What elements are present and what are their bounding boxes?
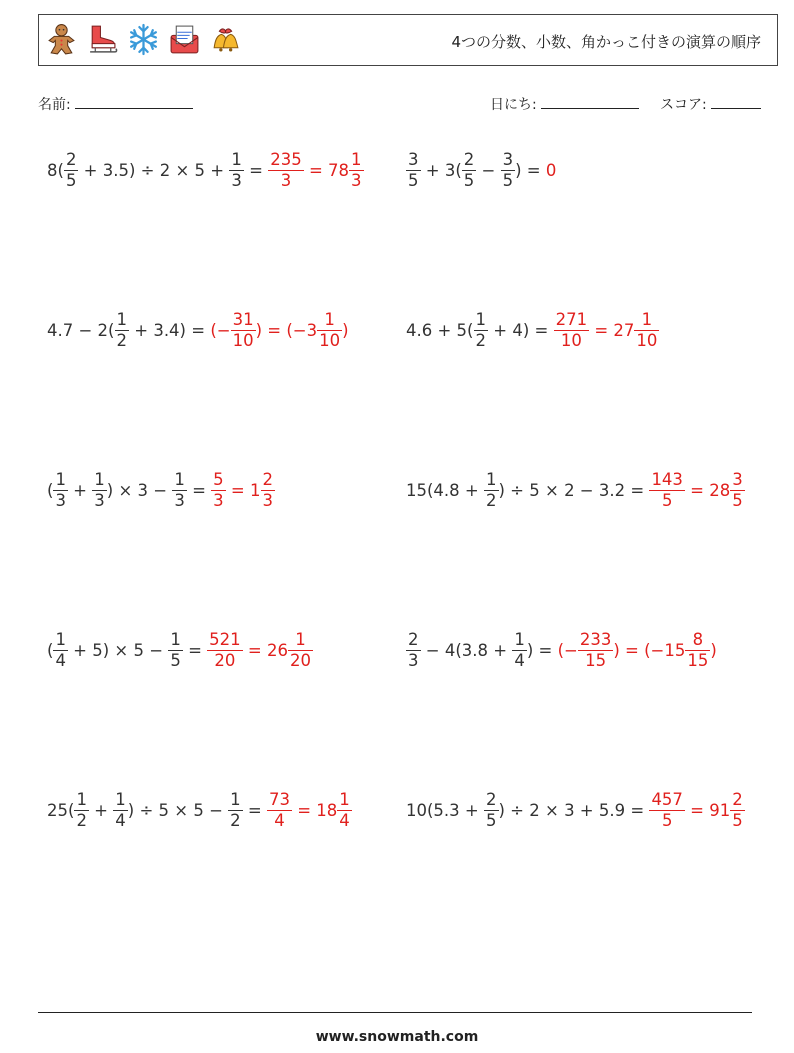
question-fraction: [475, 311, 488, 349]
question-fraction: [513, 631, 526, 669]
question-fraction: [230, 151, 243, 189]
numerator: 1: [230, 790, 241, 810]
question-text: + 3(: [420, 160, 462, 180]
denominator: 2: [486, 490, 497, 510]
question-text: ) =: [515, 160, 546, 180]
denominator: 2: [475, 330, 486, 350]
date-blank[interactable]: [541, 94, 639, 109]
numerator: 1: [486, 470, 497, 490]
numerator: 271: [555, 310, 588, 330]
question-text: + 5) × 5 −: [67, 640, 169, 660]
problem-7: [47, 620, 313, 680]
question-fraction: [407, 631, 420, 669]
denominator: 3: [174, 490, 185, 510]
question-text: =: [182, 640, 208, 660]
score-label: スコア:: [660, 97, 707, 113]
numerator: 2: [262, 470, 273, 490]
answer-text: 0: [545, 160, 557, 180]
denominator: 4: [115, 810, 126, 830]
denominator: 20: [207, 650, 243, 669]
problem-answer: [268, 151, 363, 189]
denominator: 2: [76, 810, 87, 830]
question-fraction: [407, 151, 420, 189]
answer-text: = 91: [684, 800, 731, 820]
denominator: 3: [268, 170, 304, 189]
numerator: 2: [732, 790, 743, 810]
problem-answer: [649, 791, 744, 829]
question-text: ) ÷ 5 × 5 −: [127, 800, 229, 820]
answer-fraction: [579, 631, 613, 669]
question-text: =: [186, 480, 212, 500]
footer-url: www.snowmath.com: [315, 1029, 479, 1045]
answer-fraction: [269, 151, 303, 189]
denominator: 5: [408, 170, 419, 190]
numerator: 1: [76, 790, 87, 810]
problem-answer: [207, 631, 313, 669]
problem-3: [47, 300, 349, 360]
problem-question: [406, 471, 649, 509]
question-fraction: [485, 471, 498, 509]
question-text: −: [476, 160, 501, 180]
question-fraction: [173, 471, 186, 509]
denominator: 3: [213, 490, 224, 510]
denominator: 10: [319, 330, 341, 350]
question-text: ) ÷ 5 × 2 − 3.2 =: [498, 480, 650, 500]
denominator: 5: [502, 170, 514, 190]
denominator: 5: [170, 650, 181, 670]
question-fraction: [54, 471, 67, 509]
answer-text: = 1: [225, 480, 261, 500]
problem-answer: [211, 471, 275, 509]
denominator: 3: [408, 650, 419, 670]
numerator: 233: [579, 630, 612, 650]
denominator: 4: [339, 810, 350, 830]
question-fraction: [169, 631, 182, 669]
problem-4: [406, 300, 659, 360]
snowflake-icon: [127, 23, 160, 56]
numerator: 1: [115, 790, 126, 810]
answer-fraction: [731, 791, 744, 829]
answer-fraction: [635, 311, 658, 349]
denominator: 4: [267, 810, 292, 829]
question-text: (: [47, 480, 54, 500]
numerator: 1: [324, 310, 335, 330]
problem-9: [47, 780, 352, 840]
answer-fraction: [262, 471, 275, 509]
answer-fraction: [686, 631, 709, 669]
denominator: 2: [116, 330, 127, 350]
header-icons: [45, 23, 242, 56]
numerator: 1: [475, 310, 486, 330]
answer-text: (−: [557, 640, 578, 660]
question-text: 8(: [47, 160, 64, 180]
denominator: 20: [289, 650, 311, 670]
numerator: 3: [502, 150, 514, 170]
problem-answer: [554, 311, 660, 349]
denominator: 2: [230, 810, 241, 830]
question-text: + 3.4) =: [129, 320, 211, 340]
name-label: 名前:: [38, 97, 71, 113]
answer-text: = 78: [303, 160, 350, 180]
question-text: + 3.5) ÷ 2 × 5 +: [78, 160, 230, 180]
denominator: 4: [514, 650, 525, 670]
answer-text: ): [342, 320, 349, 340]
answer-text: = 18: [291, 800, 338, 820]
answer-text: = 27: [589, 320, 635, 340]
numerator: 3: [408, 150, 419, 170]
denominator: 3: [262, 490, 273, 510]
numerator: 1: [295, 630, 306, 650]
worksheet-header: [38, 14, 778, 66]
answer-fraction: [650, 471, 684, 509]
numerator: 1: [231, 150, 242, 170]
denominator: 3: [231, 170, 242, 190]
problem-question: [47, 311, 210, 349]
score-blank[interactable]: [711, 94, 761, 109]
denominator: 5: [649, 490, 685, 509]
question-fraction: [114, 791, 127, 829]
numerator: 1: [641, 310, 653, 330]
answer-fraction: [650, 791, 684, 829]
answer-text: ) = (−15: [613, 640, 686, 660]
numerator: 143: [651, 470, 683, 490]
numerator: 1: [514, 630, 525, 650]
problem-answer: [649, 471, 744, 509]
answer-text: ): [710, 640, 717, 660]
denominator: 3: [55, 490, 66, 510]
problem-question: [47, 631, 207, 669]
answer-fraction: [350, 151, 363, 189]
question-text: +: [88, 800, 114, 820]
denominator: 10: [554, 330, 590, 349]
problem-question: [47, 791, 267, 829]
numerator: 2: [486, 790, 497, 810]
problem-question: [406, 631, 558, 669]
numerator: 1: [174, 470, 185, 490]
denominator: 4: [55, 650, 66, 670]
gingerbread-man-icon: [45, 23, 78, 56]
numerator: 1: [55, 470, 66, 490]
question-fraction: [463, 151, 476, 189]
worksheet-title: 4つの分数、小数、角かっこ付きの演算の順序: [451, 33, 761, 51]
numerator: 5: [213, 470, 224, 490]
numerator: 1: [116, 310, 127, 330]
denominator: 5: [649, 810, 685, 829]
problem-answer: [210, 311, 348, 349]
problem-10: [406, 780, 745, 840]
problem-2: [406, 140, 556, 200]
question-text: +: [67, 480, 93, 500]
date-field[interactable]: [490, 94, 639, 114]
numerator: 1: [55, 630, 66, 650]
numerator: 73: [268, 790, 290, 810]
problem-question: [47, 151, 268, 189]
numerator: 8: [692, 630, 704, 650]
answer-fraction: [208, 631, 242, 669]
problem-1: [47, 140, 364, 200]
question-text: 4.7 − 2(: [47, 320, 115, 340]
numerator: 1: [351, 150, 362, 170]
problem-question: [47, 471, 211, 509]
ice-skate-icon: [86, 23, 119, 56]
question-text: ) =: [526, 640, 558, 660]
answer-fraction: [268, 791, 291, 829]
answer-fraction: [212, 471, 225, 509]
answer-fraction: [289, 631, 312, 669]
problem-question: [406, 311, 554, 349]
denominator: 5: [486, 810, 497, 830]
wish-list-letter-icon: [168, 23, 201, 56]
problem-6: [406, 460, 745, 520]
question-fraction: [75, 791, 88, 829]
answer-fraction: [232, 311, 255, 349]
question-fraction: [502, 151, 515, 189]
footer-divider: [38, 1012, 752, 1013]
problem-answer: [546, 161, 557, 180]
christmas-bells-icon: [209, 23, 242, 56]
answer-text: (−: [210, 320, 231, 340]
score-field[interactable]: [660, 94, 761, 114]
denominator: 5: [65, 170, 77, 190]
question-text: =: [243, 160, 269, 180]
numerator: 3: [732, 470, 743, 490]
denominator: 5: [732, 810, 743, 830]
answer-fraction: [731, 471, 744, 509]
question-fraction: [54, 631, 67, 669]
question-text: 25(: [47, 800, 75, 820]
answer-text: = 26: [242, 640, 288, 660]
question-fraction: [65, 151, 78, 189]
denominator: 3: [94, 490, 105, 510]
answer-fraction: [318, 311, 341, 349]
question-fraction: [93, 471, 106, 509]
denominator: 10: [636, 330, 658, 350]
answer-fraction: [338, 791, 351, 829]
numerator: 2: [463, 150, 475, 170]
problem-answer: [558, 631, 717, 669]
question-text: ) ÷ 2 × 3 + 5.9 =: [498, 800, 650, 820]
numerator: 457: [651, 790, 683, 810]
numerator: 31: [232, 310, 254, 330]
answer-text: = 28: [684, 480, 731, 500]
question-fraction: [229, 791, 242, 829]
question-fraction: [485, 791, 498, 829]
problem-question: [406, 151, 546, 189]
name-blank[interactable]: [75, 94, 193, 109]
denominator: 3: [351, 170, 362, 190]
question-text: ) × 3 −: [106, 480, 173, 500]
name-field[interactable]: [38, 94, 193, 114]
numerator: 1: [170, 630, 181, 650]
denominator: 15: [578, 650, 614, 669]
numerator: 1: [339, 790, 350, 810]
problem-question: [406, 791, 649, 829]
numerator: 235: [270, 150, 302, 170]
question-text: + 4) =: [488, 320, 554, 340]
problem-5: [47, 460, 275, 520]
numerator: 521: [209, 630, 241, 650]
denominator: 15: [687, 650, 709, 670]
question-text: 15(4.8 +: [406, 480, 484, 500]
question-text: (: [47, 640, 54, 660]
denominator: 5: [732, 490, 743, 510]
problem-8: [406, 620, 717, 680]
answer-text: ) = (−3: [255, 320, 318, 340]
numerator: 2: [408, 630, 419, 650]
denominator: 10: [232, 330, 254, 350]
question-text: 10(5.3 +: [406, 800, 484, 820]
problem-answer: [267, 791, 352, 829]
question-text: 4.6 + 5(: [406, 320, 474, 340]
answer-fraction: [555, 311, 589, 349]
question-text: − 4(3.8 +: [420, 640, 513, 660]
denominator: 5: [463, 170, 475, 190]
question-fraction: [116, 311, 129, 349]
question-text: =: [242, 800, 267, 820]
date-label: 日にち:: [490, 97, 537, 113]
numerator: 2: [65, 150, 77, 170]
numerator: 1: [94, 470, 105, 490]
